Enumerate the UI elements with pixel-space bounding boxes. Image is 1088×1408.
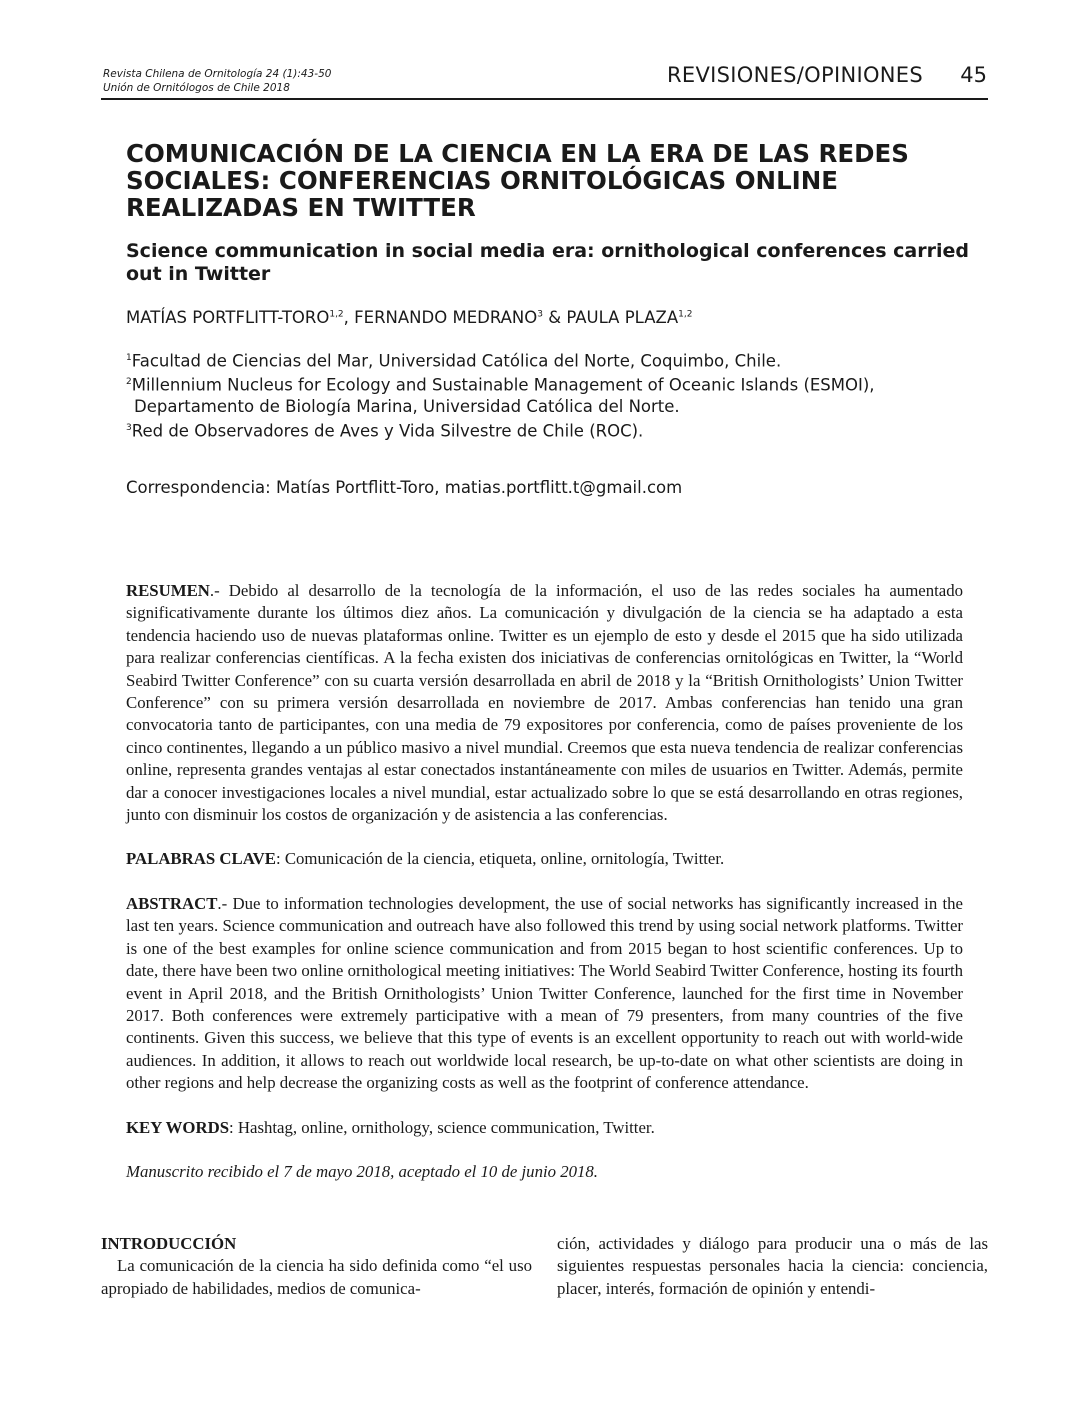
title-spanish: COMUNICACIÓN DE LA CIENCIA EN LA ERA DE LAS REDES SOCIALES: CONFERENCIAS ORNITOLÓGICAS ONLINE REALIZADAS EN TWITTER [126,139,909,222]
abstract-label: ABSTRACT [126,894,218,913]
body-column-right: ción, actividades y diálogo para producir una o más de las siguientes respuestas personales hacia la ciencia: conciencia, placer, interés, formación de opinión y entendi- [557,1234,988,1298]
author-separator: , [343,308,355,327]
affiliation-text: Facultad de Ciencias del Mar, Universidad Católica del Norte, Coquimbo, Chile. [131,351,782,371]
author-separator: & [542,308,567,327]
journal-line-1: Revista Chilena de Ornitología 24 (1):43-50 [103,68,332,80]
author-1: MATÍAS PORTFLITT-TORO [126,308,330,327]
author-2: FERNANDO MEDRANO [354,308,538,327]
key-words-text: : Hashtag, online, ornithology, science communication, Twitter. [229,1118,655,1137]
palabras-clave-label: PALABRAS CLAVE [126,849,276,868]
key-words [126,1117,963,1139]
body-column-left [101,1233,532,1300]
correspondence: Correspondencia: Matías Portflitt-Toro, matias.portflitt.t@gmail.com [126,478,683,497]
title-english: Science communication in social media era: ornithological conferences carried out in Twitter [126,240,969,285]
affiliation-number: 3 [126,422,132,433]
resumen-text: .- Debido al desarrollo de la tecnología de la información, el uso de las redes sociales ha aumentado significativamente durante los últimos diez años. La comunicación y divulgación de la ciencia se ha adaptado a esta tendencia haciendo uso de nuevas plataformas online. Twitter es un ejemplo de esto y desde el 2015 que ha sido utilizada para realizar conferencias científicas. A la fecha existen dos iniciativas de conferencias ornitológicas en Twitter, la “World Seabird Twitter Conference” con su cuarta versión desarrollada en abril de 2018 y la “British Ornithologists’ Union Twitter Conference” con su primera versión desarrollada en noviembre de 2017. Ambas conferencias han tenido una gran convocatoria tanto de participantes, con una media de 79 expositores por conferencia, como de países proveniente de los cinco continentes, llegando a un público masivo a nivel mundial. Creemos que esta nueva tendencia de realizar conferencias online, representa grandes ventajas al estar conectados instantáneamente con miles de usuarios en Twitter. Además, permite dar a conocer investigaciones locales a nivel mundial, estar actualizado sobre lo que se está desarrollando en otras regiones, junto con disminuir los costos de organización y de asistencia a las conferencias. [126,581,963,825]
section-heading-introduccion: INTRODUCCIÓN [101,1234,237,1253]
palabras-clave-text: : Comunicación de la ciencia, etiqueta, online, ornitología, Twitter. [275,849,725,868]
affiliation-number: 1 [126,353,132,363]
key-words-label: KEY WORDS [126,1118,230,1137]
author-2-affil: 3 [537,309,543,320]
author-3: PAULA PLAZA [566,308,679,327]
section-label: REVISIONES/OPINIONES [667,63,923,87]
header-divider [101,98,988,100]
journal-line-2: Unión de Ornitólogos de Chile 2018 [103,82,290,94]
affiliation-2 [126,372,875,396]
affiliations [126,348,875,442]
palabras-clave [126,848,963,870]
affiliation-text: Red de Observadores de Aves y Vida Silvestre de Chile (ROC). [131,421,644,440]
affiliation-text: Millennium Nucleus for Ecology and Sustainable Management of Oceanic Islands (ESMOI), [131,375,875,395]
affiliation-number: 2 [126,377,132,387]
author-list [126,308,692,327]
affiliation-1 [126,348,875,372]
author-3-affil: 1,2 [678,309,693,320]
page-number: 45 [960,63,987,87]
affiliation-3 [126,418,875,442]
abstract-paragraph [126,893,963,1095]
journal-citation [103,67,331,95]
resumen-paragraph [126,580,963,826]
resumen-label: RESUMEN [126,581,210,600]
intro-paragraph: La comunicación de la ciencia ha sido definida como “el uso apropiado de habilidades, medios de comunica- [101,1256,532,1298]
abstract-text: .- Due to information technologies development, the use of social networks has significantly increased in the last ten years. Science communication and outreach have also followed this trend by using social network platforms. Twitter is one of the best examples for online science communication and from 2015 began to host scientific conferences. Up to date, there have been two online ornithological meeting initiatives: The World Seabird Twitter Conference, hosting its fourth event in April 2018, and the British Ornithologists’ Union Twitter Conference, launched for the first time in November 2017. Both conferences were extremely participative with a mean of 79 presenters, from many countries of the five continents. Given this success, we believe that this type of events is an excellent opportunity to reach out with world-wide audiences. In addition, it allows to reach out worldwide local research, be up-to-date on what other scientists are doing in other regions and help decrease the organizing costs as well as the footprint of conference attendance. [126,894,963,1093]
received-date: Manuscrito recibido el 7 de mayo 2018, aceptado el 10 de junio 2018. [126,1162,598,1181]
affiliation-2-continued: Departamento de Biología Marina, Universidad Católica del Norte. [134,397,680,416]
author-1-affil: 1,2 [329,309,344,320]
